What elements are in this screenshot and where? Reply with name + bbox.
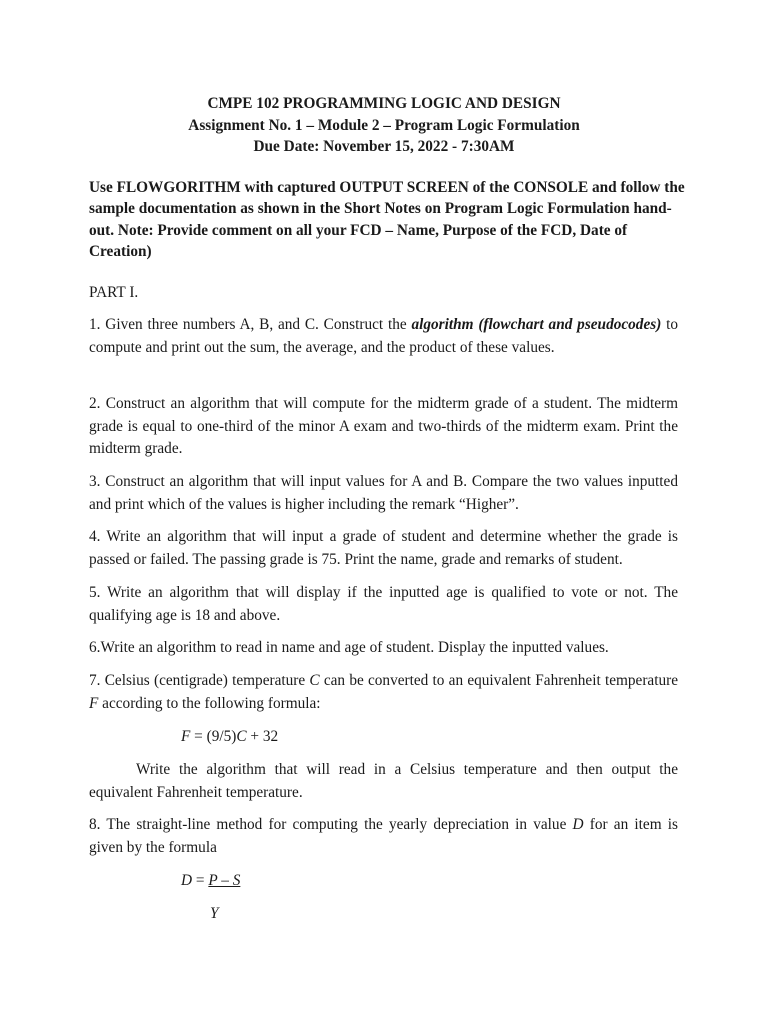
item-3: 3. Construct an algorithm that will input values for A and B. Compare the two values inputted and print which of the values is higher including the remark “Higher”.	[89, 473, 678, 513]
item-7-followup: Write the algorithm that will read in a Celsius temperature and then output the equivalent Fahrenheit temperature.	[89, 761, 678, 801]
formula-var-f: F	[181, 728, 191, 745]
due-date: Due Date: November 15, 2022 - 7:30AM	[253, 138, 515, 155]
assignment-title: Assignment No. 1 – Module 2 – Program Logic Formulation	[188, 116, 580, 134]
item-1-emphasis: algorithm (flowchart and pseudocodes)	[411, 316, 662, 333]
item-7-text-c: according to the following formula:	[98, 694, 321, 712]
item-8-var-d: D	[572, 816, 584, 833]
formula-end: + 32	[246, 728, 279, 745]
course-title: CMPE 102 PROGRAMMING LOGIC AND DESIGN	[207, 95, 561, 112]
formula-var-d: D	[181, 872, 193, 889]
item-1-text-a: 1. Given three numbers A, B, and C. Construct the	[89, 316, 412, 333]
item-7	[89, 670, 678, 715]
formula-var-y: Y	[210, 905, 219, 922]
item-7-var-f: F	[89, 694, 99, 712]
formula-var-c: C	[236, 728, 247, 745]
item-4: 4. Write an algorithm that will input a grade of student and determine whether the grade is passed or failed. The passing grade is 75. Print the name, grade and remarks of student.	[89, 528, 678, 568]
part-heading: PART I.	[89, 284, 139, 301]
item-6: 6.Write an algorithm to read in name and age of student. Display the inputted values.	[89, 639, 609, 656]
item-2: 2. Construct an algorithm that will compute for the midterm grade of a student. The midterm grade is equal to one-third of the minor A exam and two-thirds of the midterm exam. Print the midterm grade.	[89, 395, 678, 457]
item-8-text-a: 8. The straight-line method for computing the yearly depreciation in value	[89, 816, 573, 833]
item-1-text-b: to compute and print out the sum, the average, and the product of these values.	[89, 316, 678, 356]
formula-middle: = (9/5)	[190, 728, 237, 745]
document-header	[0, 93, 768, 158]
item-7-text-b: can be converted to an equivalent Fahrenheit temperature	[319, 672, 678, 689]
formula-numerator: P – S	[208, 872, 241, 889]
depreciation-formula	[181, 870, 240, 892]
fahrenheit-formula	[181, 726, 278, 748]
item-7-text-a: 7. Celsius (centigrade) temperature	[89, 672, 310, 689]
item-5: 5. Write an algorithm that will display if the inputted age is qualified to vote or not. The qualifying age is 18 and above.	[89, 584, 678, 624]
item-8-text-b: for an item is given by the formula	[89, 816, 678, 856]
instructions-paragraph: Use FLOWGORITHM with captured OUTPUT SCREEN of the CONSOLE and follow the sample documentation as shown in the Short Notes on Program Logic Formulation hand-out. Note: Provide comment on all your FCD – Name, Purpose of the FCD, Date of Creation)	[89, 179, 685, 260]
item-8	[89, 814, 678, 859]
item-7-var-c: C	[309, 672, 320, 689]
formula-denominator	[210, 903, 219, 925]
formula-equals: =	[192, 872, 209, 889]
item-1	[89, 314, 678, 359]
